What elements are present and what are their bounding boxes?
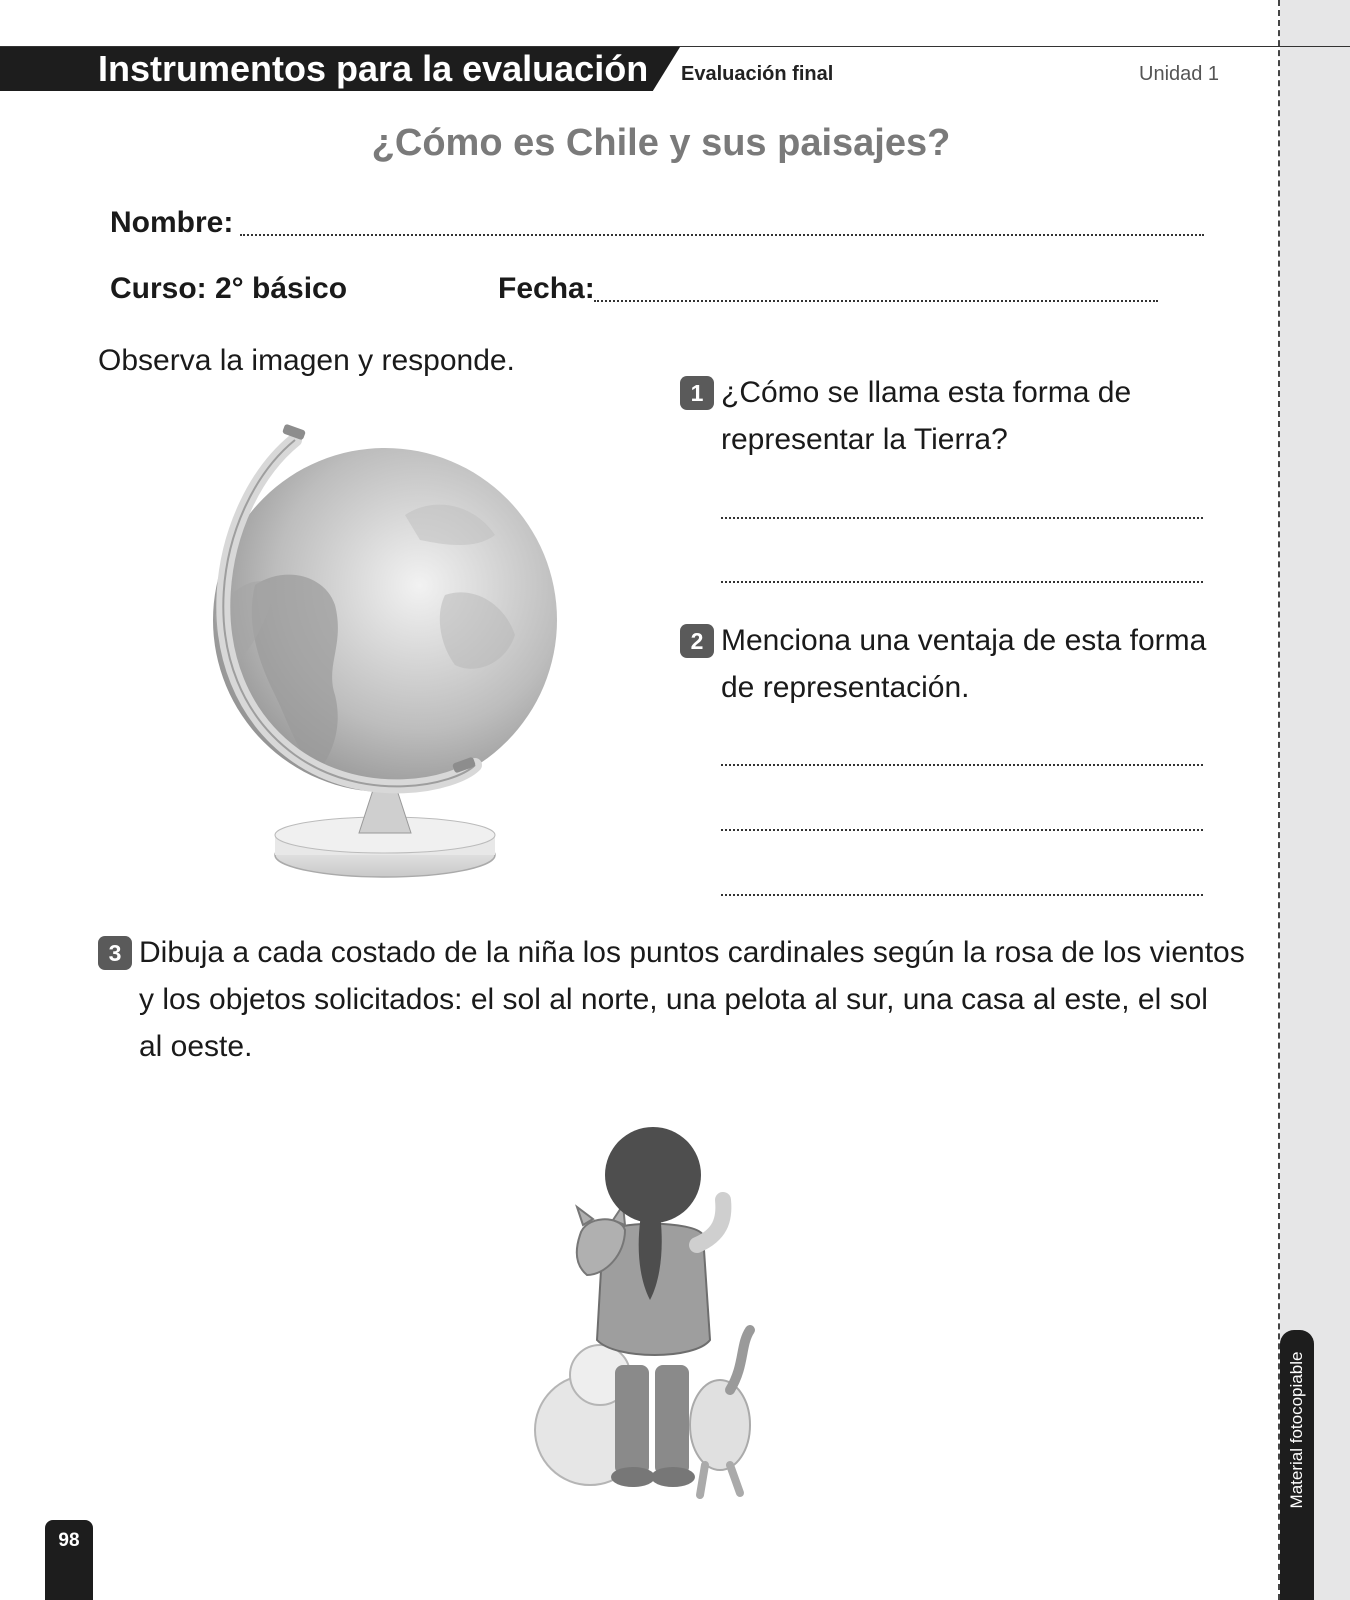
side-label: Material fotocopiable	[1287, 1351, 1306, 1509]
question-1-text: ¿Cómo se llama esta forma de representar la Tierra?	[721, 376, 1132, 456]
question-1-number: 1	[680, 376, 714, 410]
question-3-text: Dibuja a cada costado de la niña los puntos cardinales según la rosa de los vientos y los objetos solicitados: el sol al norte, una pelota al sur, una casa al este, el sol al oeste.	[139, 936, 1245, 1063]
course-label: Curso: 2° básico	[110, 272, 348, 305]
globe-image	[175, 415, 575, 885]
answer-1-line-2[interactable]	[721, 581, 1203, 583]
question-2-number: 2	[680, 624, 714, 658]
name-field[interactable]	[240, 234, 1204, 236]
name-label: Nombre:	[110, 206, 234, 239]
instructions: Observa la imagen y responde.	[98, 344, 515, 377]
unit-label: Unidad 1	[1139, 63, 1220, 85]
question-2-text: Menciona una ventaja de esta forma de representación.	[721, 624, 1207, 704]
answer-2-line-1[interactable]	[721, 764, 1203, 766]
page-title: ¿Cómo es Chile y sus paisajes?	[371, 122, 951, 164]
page-number: 98	[58, 1530, 80, 1551]
date-field[interactable]	[594, 300, 1158, 302]
header-subtitle: Evaluación final	[681, 63, 834, 85]
question-3-number: 3	[98, 936, 132, 970]
answer-2-line-2[interactable]	[721, 829, 1203, 831]
header-title: Instrumentos para la evaluación	[98, 48, 649, 89]
girl-with-cats-image	[525, 1125, 785, 1505]
answer-1-line-1[interactable]	[721, 517, 1203, 519]
date-label: Fecha:	[498, 272, 595, 305]
answer-2-line-3[interactable]	[721, 894, 1203, 896]
